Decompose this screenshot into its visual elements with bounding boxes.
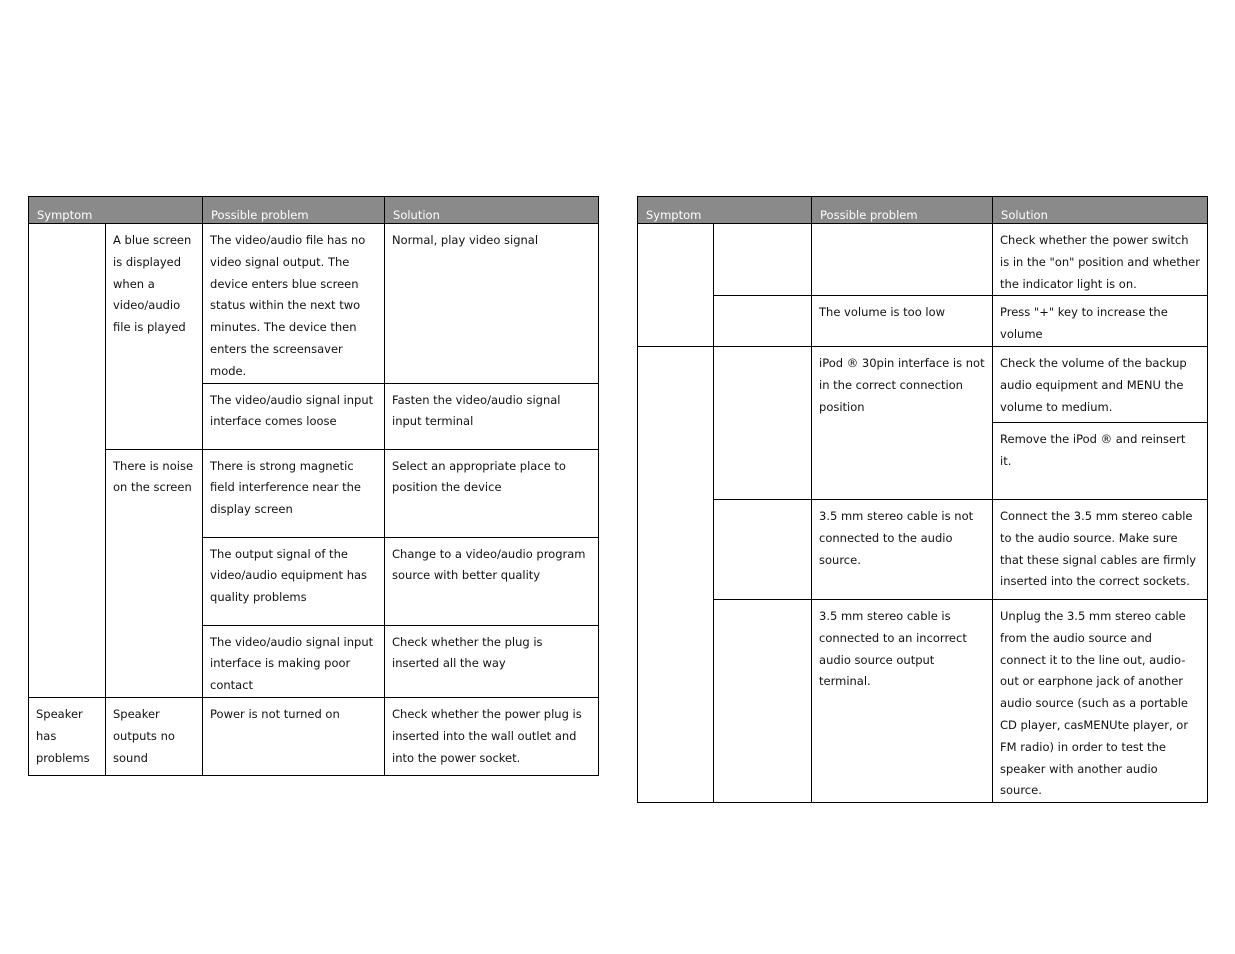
table-row bbox=[638, 224, 1208, 296]
problem-cell: The output signal of the video/audio equipment has quality problems bbox=[203, 537, 385, 625]
symptom-detail-cell-empty bbox=[714, 499, 812, 599]
left-troubleshooting-table bbox=[28, 196, 599, 776]
solution-cell: Select an appropriate place to position the device bbox=[385, 449, 599, 537]
solution-cell: Change to a video/audio program source with better quality bbox=[385, 537, 599, 625]
symptom-cell-empty bbox=[638, 224, 714, 347]
solution-cell: Connect the 3.5 mm stereo cable to the audio source. Make sure that these signal cables are firmly inserted into the correct sockets. bbox=[993, 499, 1208, 599]
problem-cell: 3.5 mm stereo cable is connected to an incorrect audio source output terminal. bbox=[812, 599, 993, 802]
symptom-detail-cell: Speaker outputs no sound bbox=[106, 697, 203, 775]
solution-cell: Fasten the video/audio signal input terminal bbox=[385, 383, 599, 449]
symptom-cell-empty bbox=[638, 346, 714, 802]
table-row bbox=[638, 599, 1208, 802]
solution-cell: Remove the iPod ® and reinsert it. bbox=[993, 422, 1208, 499]
solution-cell: Press "+" key to increase the volume bbox=[993, 296, 1208, 347]
solution-header: Solution bbox=[993, 197, 1208, 224]
table-row bbox=[29, 224, 599, 384]
solution-cell: Check the volume of the backup audio equipment and MENU the volume to medium. bbox=[993, 346, 1208, 422]
problem-cell: The volume is too low bbox=[812, 296, 993, 347]
symptom-detail-cell-empty bbox=[714, 346, 812, 499]
problem-cell bbox=[812, 224, 993, 296]
problem-cell: The video/audio signal input interface is making poor contact bbox=[203, 625, 385, 697]
solution-cell: Check whether the power switch is in the "on" position and whether the indicator light is on. bbox=[993, 224, 1208, 296]
solution-header: Solution bbox=[385, 197, 599, 224]
symptom-header: Symptom bbox=[638, 197, 812, 224]
possible-problem-header: Possible problem bbox=[203, 197, 385, 224]
solution-cell: Unplug the 3.5 mm stereo cable from the audio source and connect it to the line out, audio-out or earphone jack of another audio source (such as a portable CD player, casMENUte player, or FM radio) in order to test the speaker with another audio source. bbox=[993, 599, 1208, 802]
right-troubleshooting-table bbox=[637, 196, 1208, 803]
table-row bbox=[29, 449, 599, 537]
symptom-cell: Speaker has problems bbox=[29, 697, 106, 775]
symptom-detail-cell-empty bbox=[714, 224, 812, 296]
symptom-detail-cell-empty bbox=[714, 296, 812, 347]
symptom-header: Symptom bbox=[29, 197, 203, 224]
table-row bbox=[638, 346, 1208, 422]
table-row bbox=[638, 296, 1208, 347]
header-row bbox=[638, 197, 1208, 224]
symptom-detail-cell-empty bbox=[714, 599, 812, 802]
problem-cell: iPod ® 30pin interface is not in the correct connection position bbox=[812, 346, 993, 499]
possible-problem-header: Possible problem bbox=[812, 197, 993, 224]
problem-cell: The video/audio signal input interface comes loose bbox=[203, 383, 385, 449]
table-row bbox=[29, 697, 599, 775]
table-row bbox=[638, 499, 1208, 599]
header-row bbox=[29, 197, 599, 224]
problem-cell: The video/audio file has no video signal output. The device enters blue screen status within the next two minutes. The device then enters the screensaver mode. bbox=[203, 224, 385, 384]
problem-cell: 3.5 mm stereo cable is not connected to the audio source. bbox=[812, 499, 993, 599]
symptom-detail-cell: A blue screen is displayed when a video/audio file is played bbox=[106, 224, 203, 450]
problem-cell: Power is not turned on bbox=[203, 697, 385, 775]
symptom-cell-empty bbox=[29, 224, 106, 698]
solution-cell: Check whether the power plug is inserted into the wall outlet and into the power socket. bbox=[385, 697, 599, 775]
symptom-detail-cell: There is noise on the screen bbox=[106, 449, 203, 697]
solution-cell: Normal, play video signal bbox=[385, 224, 599, 384]
problem-cell: There is strong magnetic field interference near the display screen bbox=[203, 449, 385, 537]
solution-cell: Check whether the plug is inserted all the way bbox=[385, 625, 599, 697]
